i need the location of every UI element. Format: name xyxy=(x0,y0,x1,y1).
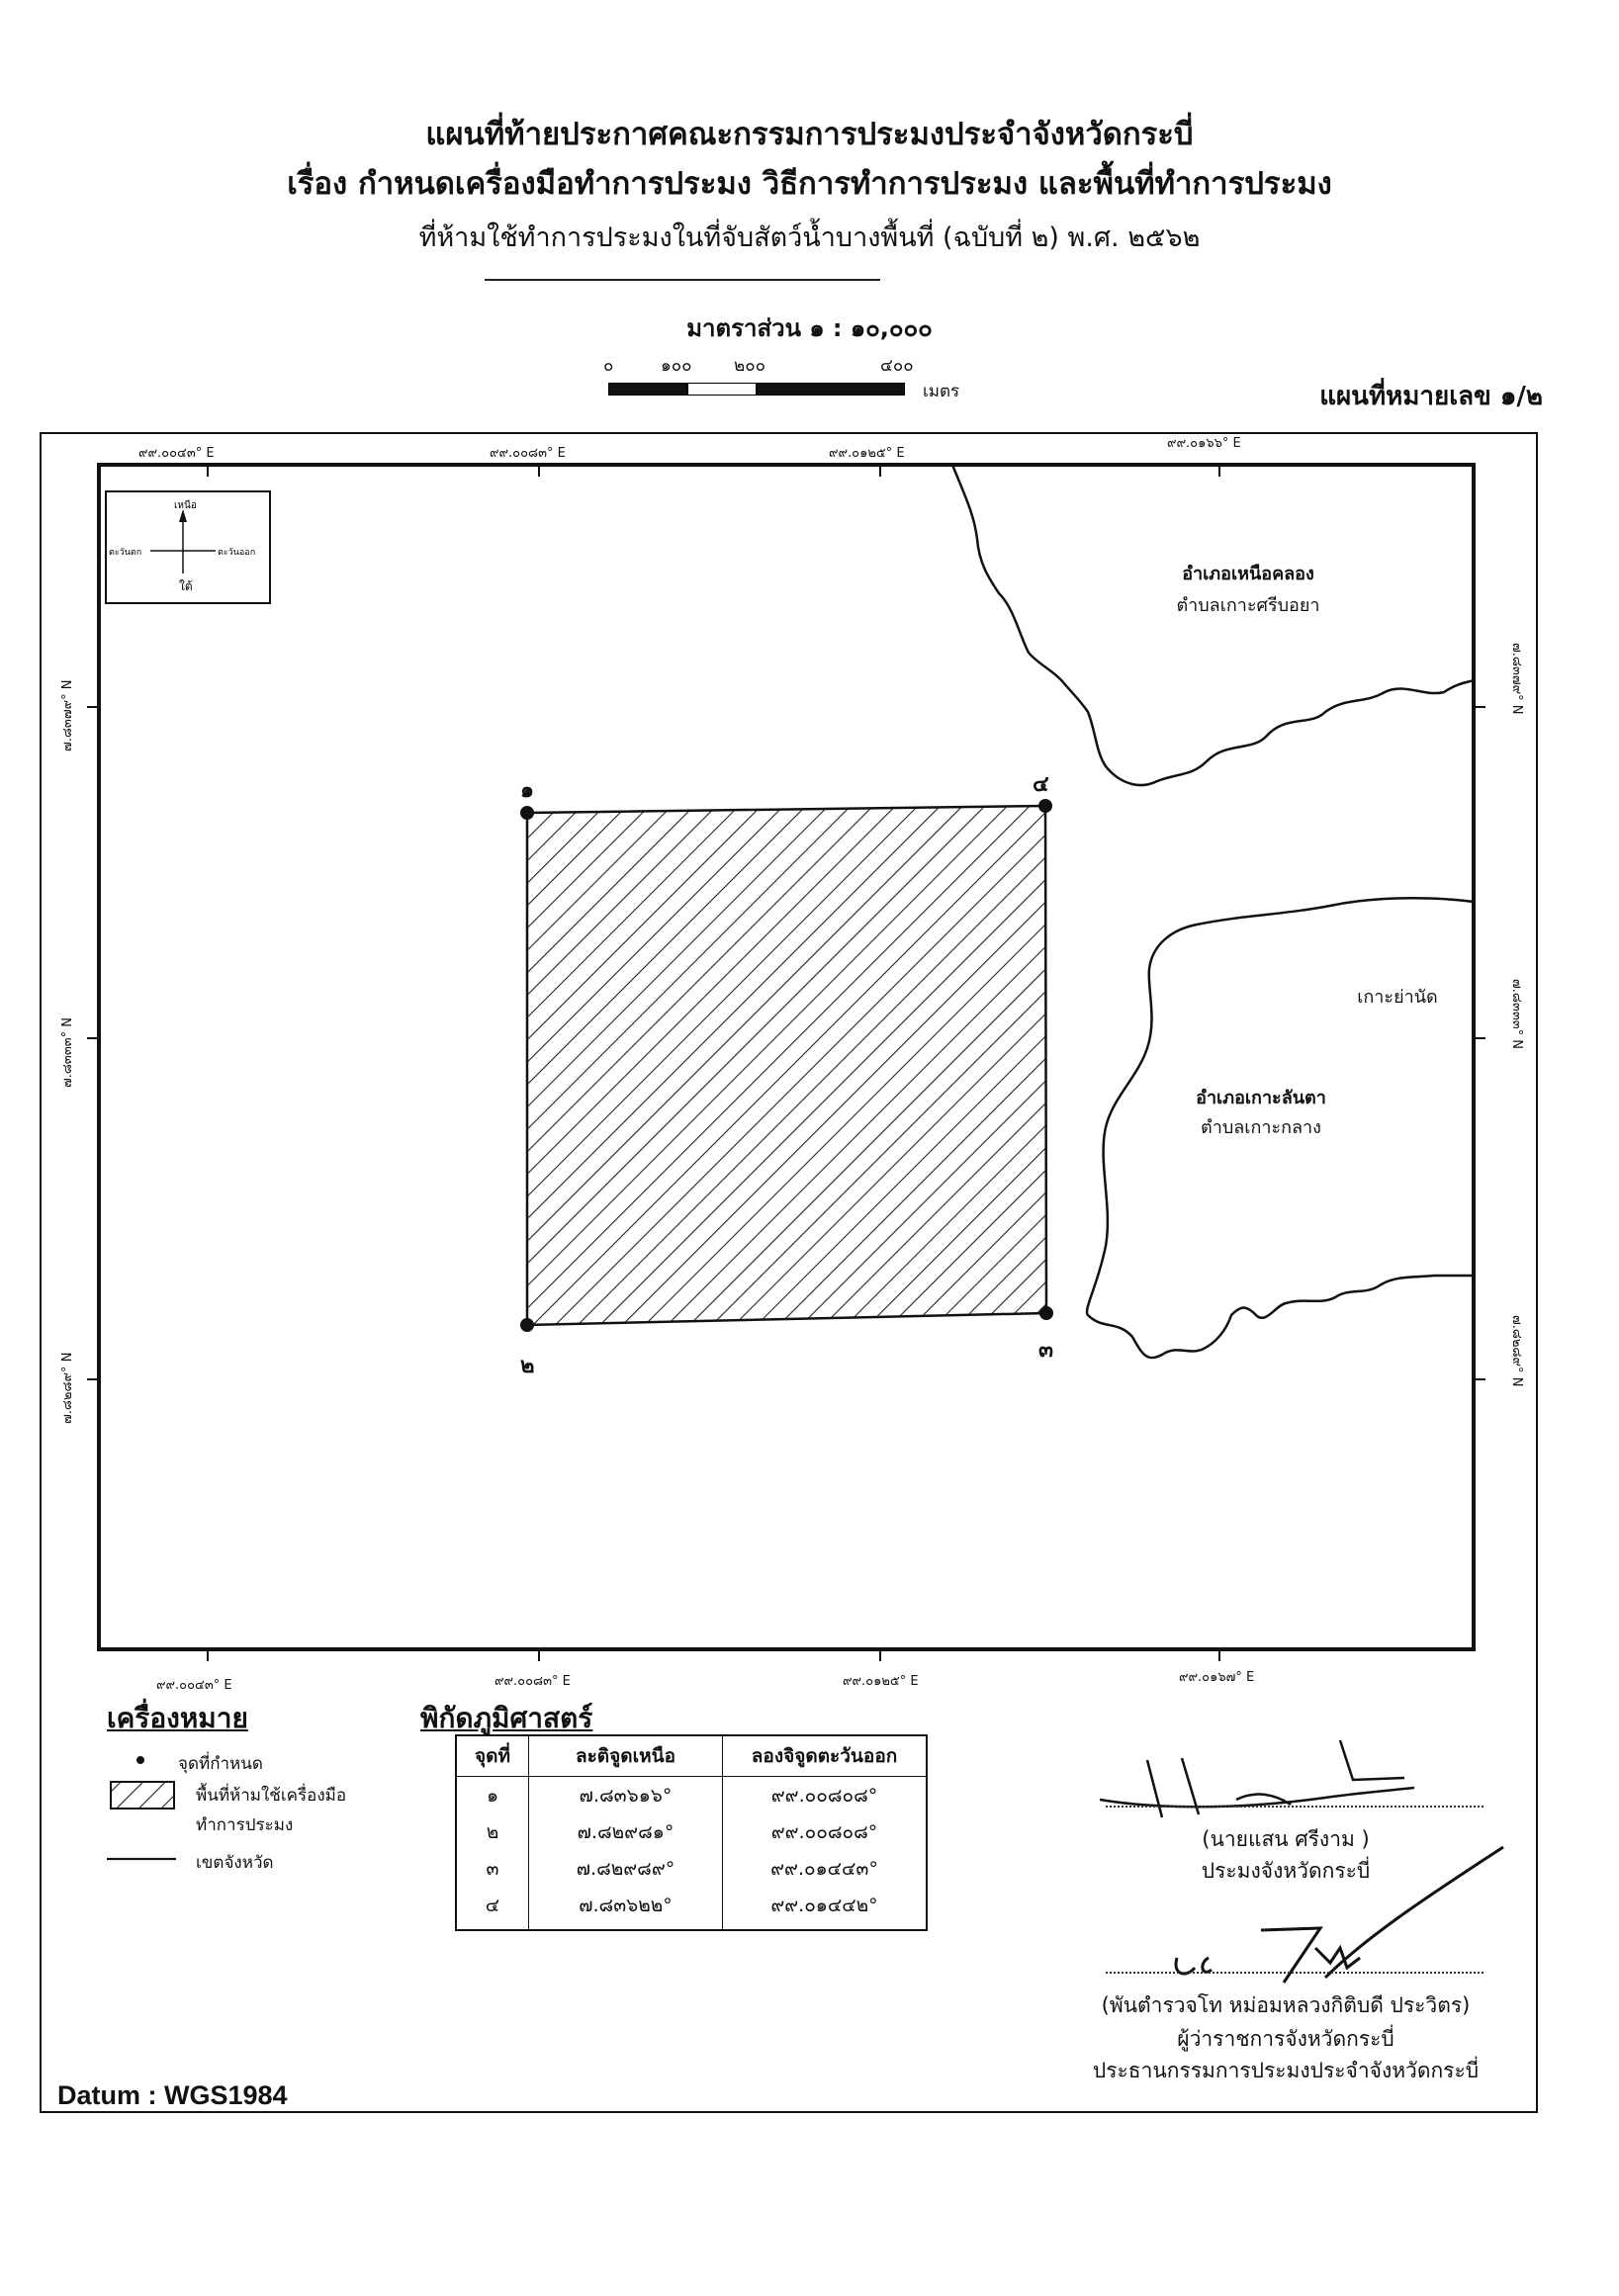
map-subtitle: ที่ห้ามใช้ทำการประมงในที่จับสัตว์น้ำบางพื้นที่ (ฉบับที่ ๒) พ.ศ. ๒๕๖๒ xyxy=(418,222,1201,253)
table-row xyxy=(456,1777,927,1814)
right-tick-label-3: ๗.๘๒๘๙° N xyxy=(1509,1315,1524,1387)
svg-text:เหนือ: เหนือ xyxy=(174,500,197,511)
official2-name: (พันตำรวจโท หม่อมหลวงกิติบดี ประวิตร) xyxy=(1101,1993,1471,2017)
point-1 xyxy=(520,806,534,820)
top-tick-label-3: ๙๙.๐๑๒๕° E xyxy=(829,446,905,461)
scale-tick-100: ๑๐๐ xyxy=(661,356,692,376)
legend-hatch-label-2: ทำการประมง xyxy=(196,1815,294,1835)
bottom-tick-label-4: ๙๙.๐๑๖๗° E xyxy=(1179,1670,1255,1685)
north-district-label: อำเภอเหนือคลอง xyxy=(1182,564,1314,584)
scale-title: มาตราส่วน ๑ : ๑๐,๐๐๐ xyxy=(686,314,933,342)
scale-tick-400: ๔๐๐ xyxy=(880,356,914,376)
official1-title: ประมงจังหวัดกระบี่ xyxy=(1201,1859,1371,1883)
row-lat: ๗.๘๓๖๒๒° xyxy=(529,1887,723,1930)
map-title: แผนที่ท้ายประกาศคณะกรรมการประมงประจำจังหวัดกระบี่ xyxy=(425,117,1194,152)
sheet-number: แผนที่หมายเลข ๑/๒ xyxy=(1319,382,1543,411)
scale-tick-200: ๒๐๐ xyxy=(734,356,765,376)
row-point: ๔ xyxy=(456,1887,529,1930)
bottom-tick-label-3: ๙๙.๐๑๒๕° E xyxy=(843,1674,919,1689)
south-district-label: อำเภอเกาะลันตา xyxy=(1196,1088,1326,1108)
table-row xyxy=(456,1813,927,1850)
row-point: ๑ xyxy=(456,1777,529,1814)
row-lat: ๗.๘๓๖๑๖° xyxy=(529,1777,723,1814)
left-tick-label-2: ๗.๘๓๓๓° N xyxy=(60,1017,75,1088)
svg-text:ตะวันตก: ตะวันตก xyxy=(109,548,142,558)
legend-hatch-icon xyxy=(111,1782,174,1809)
legend-point-label: จุดที่กำหนด xyxy=(178,1754,263,1774)
coordinates-title: พิกัดภูมิศาสตร์ xyxy=(420,1702,593,1734)
bottom-tick-label-2: ๙๙.๐๐๘๓° E xyxy=(495,1674,571,1689)
point-3 xyxy=(1039,1306,1053,1320)
map-subject: เรื่อง กำหนดเครื่องมือทำการประมง วิธีการทำการประมง และพื้นที่ทำการประมง xyxy=(287,166,1332,202)
table-row xyxy=(456,1887,927,1930)
row-lat: ๗.๘๒๙๘๙° xyxy=(529,1850,723,1887)
right-tick-label-1: ๗.๘๓๗๙° N xyxy=(1509,643,1524,715)
point-label-2: ๒ xyxy=(520,1354,535,1378)
scale-unit: เมตร xyxy=(923,382,960,401)
point-label-3: ๓ xyxy=(1038,1338,1054,1363)
legend-line-label: เขตจังหวัด xyxy=(196,1853,274,1873)
bottom-tick-label-1: ๙๙.๐๐๔๓° E xyxy=(156,1678,232,1693)
coastline-north xyxy=(952,465,1474,785)
island-label: เกาะย่านัด xyxy=(1357,987,1438,1008)
right-tick-label-2: ๗.๘๓๓๓° N xyxy=(1509,979,1524,1049)
signature-line-2 xyxy=(1106,1972,1484,1974)
north-arrow-icon xyxy=(106,491,270,603)
north-subdistrict-label: ตำบลเกาะศรีบอยา xyxy=(1176,595,1320,616)
legend-hatch-label: พื้นที่ห้ามใช้เครื่องมือ xyxy=(196,1786,347,1806)
row-lon: ๙๙.๐๑๔๔๓° xyxy=(723,1850,928,1887)
top-tick-label-2: ๙๙.๐๐๘๓° E xyxy=(490,446,566,461)
col-longitude: ลองจิจูดตะวันออก xyxy=(723,1735,928,1777)
table-row xyxy=(456,1850,927,1887)
signature-line-1 xyxy=(1106,1806,1484,1808)
row-point: ๒ xyxy=(456,1813,529,1850)
point-2 xyxy=(520,1318,534,1332)
scale-tick-0: ๐ xyxy=(603,356,614,376)
point-label-1: ๑ xyxy=(520,778,534,803)
row-point: ๓ xyxy=(456,1850,529,1887)
datum-label: Datum : WGS1984 xyxy=(57,2080,288,2110)
left-tick-label-1: ๗.๘๓๗๙° N xyxy=(60,679,75,751)
legend-point-icon xyxy=(136,1756,144,1764)
row-lat: ๗.๘๒๙๘๑° xyxy=(529,1813,723,1850)
row-lon: ๙๙.๐๐๘๐๘° xyxy=(723,1813,928,1850)
row-lon: ๙๙.๐๐๘๐๘° xyxy=(723,1777,928,1814)
legend-title: เครื่องหมาย xyxy=(107,1702,248,1734)
left-tick-label-3: ๗.๘๒๘๙° N xyxy=(60,1352,75,1424)
top-tick-label-1: ๙๙.๐๐๔๓° E xyxy=(138,446,215,461)
svg-text:ตะวันออก: ตะวันออก xyxy=(218,548,256,558)
point-4 xyxy=(1038,799,1052,813)
official2-title-1: ผู้ว่าราชการจังหวัดกระบี่ xyxy=(1177,2027,1394,2051)
col-point: จุดที่ xyxy=(456,1735,529,1777)
coordinates-table xyxy=(455,1734,928,1931)
top-tick-label-4: ๙๙.๐๑๖๖° E xyxy=(1167,436,1241,451)
official2-title-2: ประธานกรรมการประมงประจำจังหวัดกระบี่ xyxy=(1092,2059,1480,2082)
svg-text:ใต้: ใต้ xyxy=(179,579,193,593)
prohibited-area xyxy=(527,806,1046,1325)
row-lon: ๙๙.๐๑๔๔๒° xyxy=(723,1887,928,1930)
col-latitude: ละติจูดเหนือ xyxy=(529,1735,723,1777)
south-subdistrict-label: ตำบลเกาะกลาง xyxy=(1201,1117,1321,1138)
point-label-4: ๔ xyxy=(1033,772,1049,797)
official1-name: (นายแสน ศรีงาม ) xyxy=(1202,1827,1370,1851)
